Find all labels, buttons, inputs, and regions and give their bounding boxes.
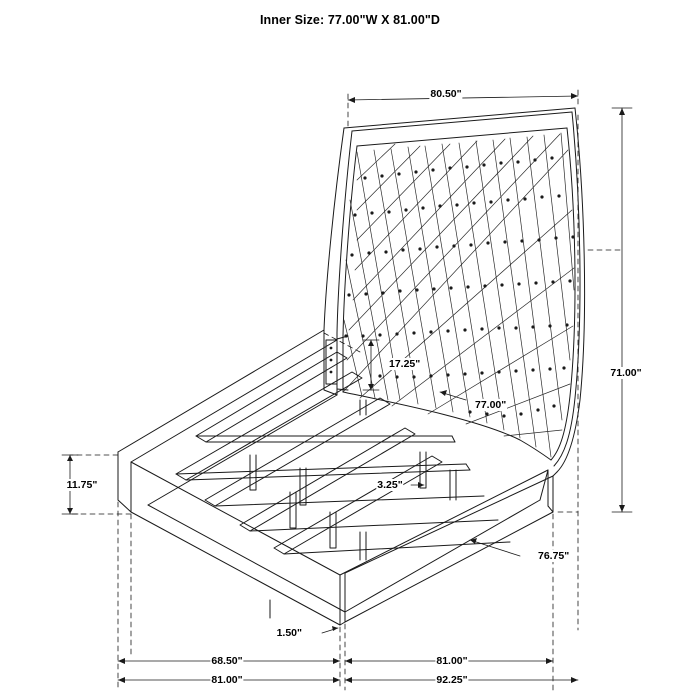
dimension-label-headboard-inner-rise: 17.25" [389, 358, 421, 370]
dimension-label-rail-depth: 76.75" [538, 550, 570, 562]
dimension-label-headboard-height: 71.00" [610, 367, 642, 379]
dimension-label-foot-rail-thickness: 1.50" [276, 627, 302, 639]
dimension-label-headboard-width: 80.50" [430, 88, 462, 100]
page-title: Inner Size: 77.00"W X 81.00"D [259, 13, 441, 27]
dimension-label-side-rail-length: 81.00" [436, 655, 468, 667]
dimension-label-footboard-height: 11.75" [66, 479, 98, 491]
dimension-label-slat-spacing: 3.25" [377, 479, 403, 491]
dimension-label-inner-width: 77.00" [475, 399, 507, 411]
dimension-label-overall-depth: 92.25" [436, 674, 468, 686]
dimension-label-footboard-front-width: 68.50" [211, 655, 243, 667]
dimension-label-overall-width: 81.00" [211, 674, 243, 686]
